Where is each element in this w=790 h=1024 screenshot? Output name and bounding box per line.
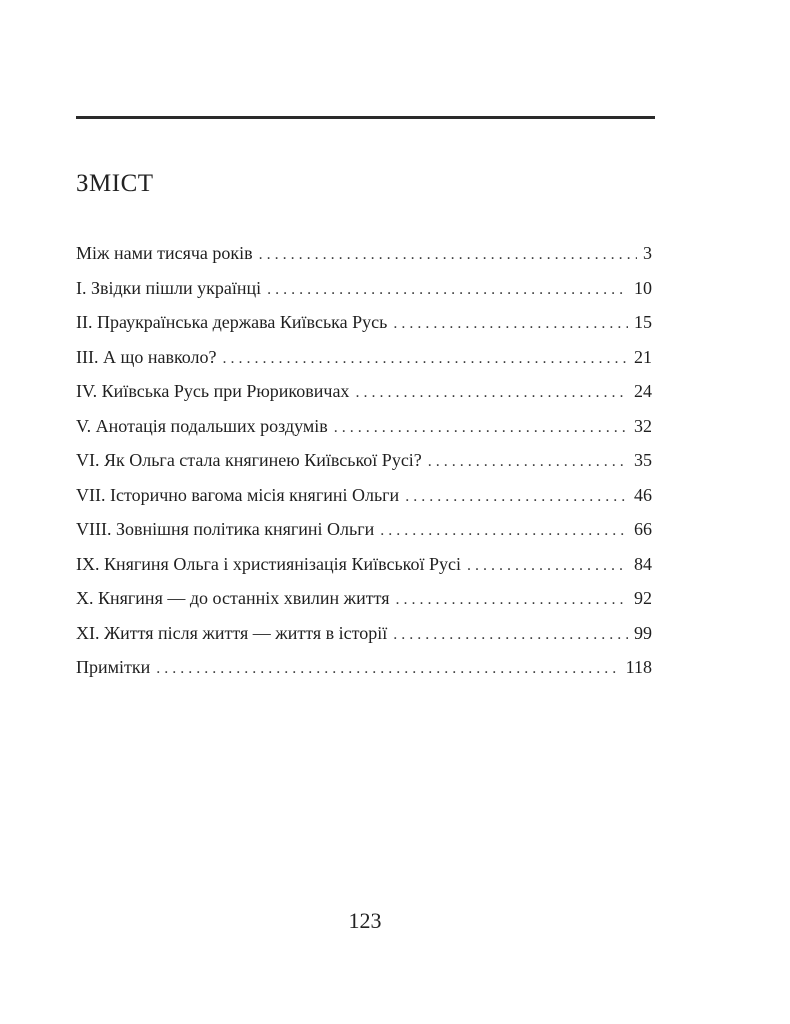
toc-entry-label: IX. Княгиня Ольга і християнізація Київської Русі: [76, 553, 462, 574]
toc-entry[interactable]: [76, 340, 652, 375]
toc-entry[interactable]: [76, 374, 652, 409]
toc-entry[interactable]: [76, 409, 652, 444]
dot-leader: [405, 480, 628, 515]
top-horizontal-rule: [76, 116, 655, 119]
toc-entry-label: V. Анотація подальших роздумів: [76, 415, 328, 436]
toc-entry-page: 3: [643, 243, 652, 263]
toc-entry-label: VII. Історично вагома місія княгині Ольги: [76, 484, 400, 505]
toc-entry-page: 46: [634, 484, 652, 505]
toc-entry[interactable]: [76, 478, 652, 513]
toc-entry[interactable]: [76, 650, 652, 685]
toc-entry-page: 92: [634, 588, 652, 608]
toc-entry-label: XI. Життя після життя — життя в історії: [76, 622, 388, 643]
toc-entry-label: І. Звідки пішли українці: [76, 277, 262, 298]
toc-entry-label: X. Княгиня — до останніх хвилин життя: [76, 588, 390, 608]
dot-leader: [396, 583, 628, 618]
dot-leader: [355, 376, 628, 411]
toc-entry-page: 84: [634, 553, 652, 574]
toc-entry[interactable]: [76, 271, 652, 306]
toc-entry-page: 66: [634, 519, 652, 539]
toc-entry-page: 32: [634, 415, 652, 436]
toc-title: ЗМІСТ: [76, 170, 154, 197]
toc-entry-label: ІІІ. А що навколо?: [76, 346, 217, 367]
dot-leader: [267, 273, 628, 308]
dot-leader: [380, 514, 628, 549]
dot-leader: [259, 238, 637, 273]
toc-entry-label: VI. Як Ольга стала княгинею Київської Русі?: [76, 450, 422, 470]
dot-leader: [156, 652, 619, 687]
toc-entry-page: 15: [634, 312, 652, 332]
page-number: 123: [348, 908, 382, 933]
dot-leader: [393, 618, 628, 653]
toc-entry-label: VIII. Зовнішня політика княгині Ольги: [76, 519, 375, 539]
toc-entry-label: IV. Київська Русь при Рюриковичах: [76, 381, 350, 401]
toc-entry-label: Між нами тисяча років: [76, 243, 253, 263]
toc-entry[interactable]: [76, 236, 652, 271]
toc-entry[interactable]: [76, 616, 652, 651]
dot-leader: [467, 549, 628, 584]
toc-entry-page: 99: [634, 622, 652, 643]
toc-entry[interactable]: [76, 512, 652, 547]
toc-entry-label: Примітки: [76, 657, 151, 677]
toc-entry-page: 24: [634, 381, 652, 401]
dot-leader: [334, 411, 628, 446]
toc-entry-page: 10: [634, 277, 652, 298]
toc-entry-page: 118: [625, 657, 652, 677]
toc-entry[interactable]: [76, 443, 652, 478]
toc-entry[interactable]: [76, 547, 652, 582]
toc-entry-page: 35: [634, 450, 652, 470]
dot-leader: [428, 445, 628, 480]
table-of-contents: [76, 236, 652, 685]
dot-leader: [393, 307, 628, 342]
toc-entry[interactable]: [76, 305, 652, 340]
toc-entry-page: 21: [634, 346, 652, 367]
dot-leader: [223, 342, 628, 377]
toc-entry[interactable]: [76, 581, 652, 616]
toc-entry-label: ІІ. Праукраїнська держава Київська Русь: [76, 312, 388, 332]
